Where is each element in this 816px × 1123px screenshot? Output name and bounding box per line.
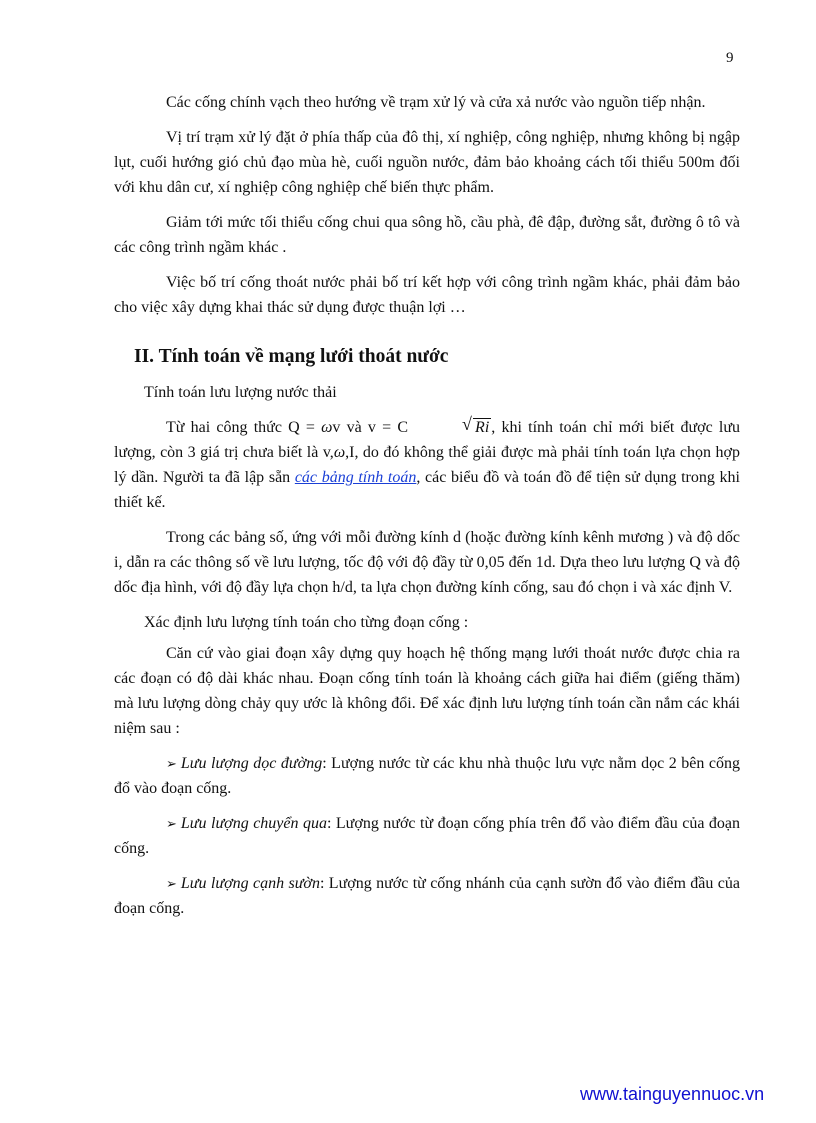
bullet-text: : Lượng nước từ các khu nhà thuộc lưu vực nằm dọc 2 bên cống đổ vào đoạn cống. bbox=[114, 755, 741, 797]
paragraph-main-sewers: Các cống chính vạch theo hướng về trạm xử lý và cửa xả nước vào nguồn tiếp nhận. bbox=[166, 94, 706, 111]
sqrt-content: Ri bbox=[475, 419, 490, 436]
arrow-bullet-icon: ➢ bbox=[166, 876, 177, 891]
arrow-bullet-icon: ➢ bbox=[166, 816, 177, 831]
paragraph-formula bbox=[114, 415, 740, 515]
paragraph-segments: Căn cứ vào giai đoạn xây dựng quy hoạch hệ thống mạng lưới thoát nước được chia ra các đoạn có độ dài khác nhau. Đoạn cống tính toán là khoảng cách giữa hai điểm (giếng thăm) mà lưu lượng dòng chảy quy ước là không đổi. Để xác định lưu lượng tính toán cần nắm các khái niệm sau : bbox=[114, 645, 740, 737]
document-body bbox=[114, 90, 740, 921]
footer-website-link[interactable]: www.tainguyennuoc.vn bbox=[580, 1084, 765, 1104]
bullet-term: Lưu lượng dọc đường bbox=[180, 755, 323, 772]
omega-symbol-2: ω bbox=[333, 444, 346, 461]
arrow-bullet-icon: ➢ bbox=[166, 756, 177, 771]
page-number: 9 bbox=[726, 50, 734, 66]
omega-symbol: ω bbox=[321, 419, 333, 436]
radical-sign-icon: √ bbox=[462, 414, 472, 434]
bullet-text: : Lượng nước từ cống nhánh của cạnh sườn đổ vào điểm đầu của đoạn cống. bbox=[114, 875, 740, 917]
formula-text-5: , các biểu đồ và toán đồ để tiện sử dụng trong khi thiết kế. bbox=[114, 469, 740, 511]
bullet-item-lateral bbox=[114, 871, 740, 921]
paragraph-treatment-location: Vị trí trạm xử lý đặt ở phía thấp của đô thị, xí nghiệp, công nghiệp, nhưng không bị ngập lụt, cuối hướng gió chủ đạo mùa hè, cuối nguồn nước, đảm bảo khoảng cách tối thiểu 500m đối với khu dân cư, xí nghiệp công nghiệp chế biến thực phẩm. bbox=[114, 129, 740, 196]
formula-text-4: ,I, do đó không thể giải được mà phải tính toán lựa chọn hợp lý dần. Người ta đã lập sẵn bbox=[114, 444, 740, 486]
formula-text-3: , khi tính toán chỉ mới biết được lưu lượng, còn 3 giá trị chưa biết là v, bbox=[114, 419, 741, 461]
paragraph-layout-coordination: Việc bố trí cống thoát nước phải bố trí kết hợp với công trình ngầm khác, phải đảm bảo cho việc xây dựng khai thác sử dụng được thuận lợi … bbox=[114, 274, 740, 316]
bullet-text: : Lượng nước từ đoạn cống phía trên đổ vào điểm đầu của đoạn cống. bbox=[114, 815, 741, 857]
subheading-wastewater-flow: Tính toán lưu lượng nước thải bbox=[144, 384, 337, 401]
bullet-term: Lưu lượng chuyển qua bbox=[180, 815, 327, 832]
bullet-item-along-road bbox=[114, 751, 740, 801]
bullet-item-transfer bbox=[114, 811, 740, 861]
formula-text-2: v và v = C bbox=[332, 419, 409, 436]
square-root bbox=[410, 415, 491, 440]
paragraph-tables: Trong các bảng số, ứng với mỗi đường kính d (hoặc đường kính kênh mương ) và độ dốc i, dẫn ra các thông số về lưu lượng, tốc độ với độ đầy từ 0,05 đến 1d. Dựa theo lưu lượng Q và độ dốc địa hình, với độ đầy lựa chọn h/d, ta lựa chọn đường kính cống, sau đó chọn i và xác định V. bbox=[114, 529, 740, 596]
section-heading: II. Tính toán về mạng lưới thoát nước bbox=[134, 346, 449, 367]
bullet-term: Lưu lượng cạnh sườn bbox=[180, 875, 320, 892]
calculation-tables-link[interactable]: các bảng tính toán bbox=[294, 469, 417, 486]
paragraph-minimize-crossings: Giảm tới mức tối thiểu cống chui qua sông hồ, cầu phà, đê đập, đường sắt, đường ô tô và các công trình ngầm khác . bbox=[114, 214, 740, 256]
subheading-segment-flow: Xác định lưu lượng tính toán cho từng đoạn cống : bbox=[144, 614, 469, 631]
formula-text-1: Từ hai công thức Q = bbox=[166, 419, 322, 436]
